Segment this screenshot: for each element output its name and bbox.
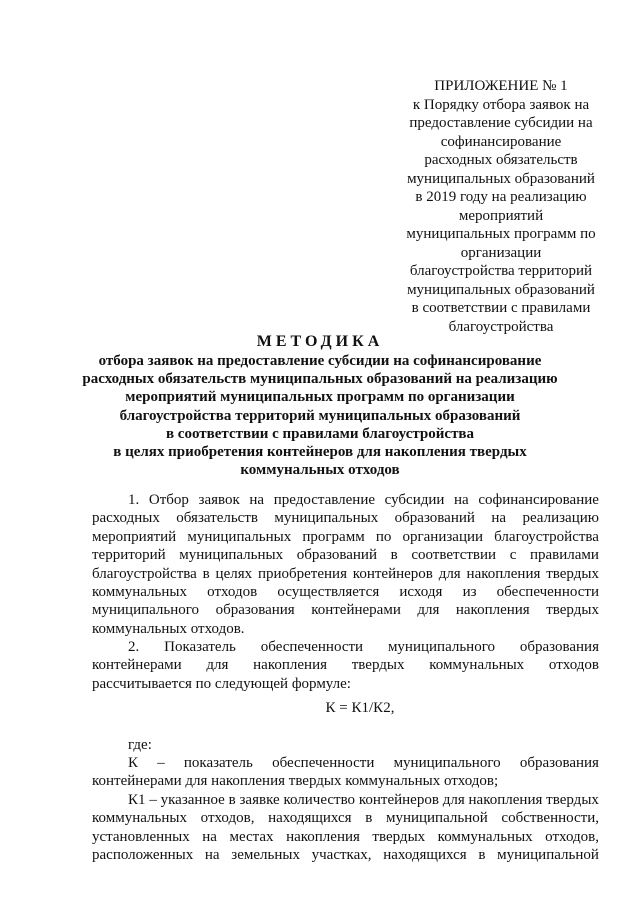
word: – — [157, 755, 165, 771]
word: для — [438, 565, 461, 582]
paragraph-1 — [92, 491, 599, 638]
document-title: МЕТОДИКА — [256, 333, 384, 350]
word: находящихся — [383, 847, 467, 864]
word: отходов — [207, 583, 258, 600]
annex-line: в 2019 году на реализацию — [415, 189, 587, 205]
word: субсидии — [384, 492, 445, 508]
word: накопления — [286, 828, 360, 845]
word: отходов, — [200, 810, 255, 827]
word: программ — [302, 528, 365, 545]
annex-line: к Порядку отбора заявок на — [412, 96, 590, 113]
paragraph-line — [92, 528, 599, 546]
word: заявке — [239, 792, 280, 808]
where-label-block — [92, 736, 599, 754]
word: территорий — [92, 547, 166, 564]
word: накопления — [455, 602, 530, 619]
word: муниципального — [387, 639, 495, 655]
word: твердых — [546, 565, 599, 582]
word: муниципального — [92, 602, 200, 619]
annex-line: организации — [460, 244, 542, 261]
word: образования — [215, 602, 295, 619]
word: организации — [402, 528, 484, 545]
word: на — [204, 847, 220, 864]
word: мероприятий — [92, 528, 177, 545]
word: для — [442, 792, 465, 808]
word: в — [202, 565, 210, 582]
word: накопления — [468, 792, 543, 808]
word: 2. — [128, 639, 140, 655]
word: предоставление — [273, 492, 376, 508]
word: на — [202, 828, 217, 845]
word: Отбор — [148, 492, 189, 508]
annex-header — [388, 77, 614, 336]
paragraph-line — [92, 638, 599, 656]
word: твердых — [351, 657, 405, 674]
word: контейнеров — [358, 792, 439, 808]
word: коммунальных — [92, 583, 187, 600]
word: находящихся — [268, 810, 352, 827]
word: указанное — [160, 792, 225, 808]
word: накопления — [253, 657, 327, 674]
word: обеспеченности — [272, 755, 375, 771]
word: контейнерами — [311, 602, 401, 619]
word: правилами — [529, 547, 599, 564]
subtitle-line: в целях приобретения контейнеров для накопления твердых — [113, 444, 527, 461]
word: по — [375, 528, 392, 545]
word: твердых — [546, 602, 599, 619]
subtitle-line: коммунальных отходов — [240, 462, 400, 479]
word: на — [249, 492, 265, 508]
definition-k — [92, 754, 599, 791]
annex-line: муниципальных образований — [407, 281, 595, 298]
annex-line: софинансирование — [440, 133, 562, 150]
word: 1. — [128, 492, 140, 508]
paragraph-2 — [92, 638, 599, 693]
annex-line: в соответствии с правилами — [411, 300, 591, 316]
paragraph-line — [92, 656, 599, 674]
word: обеспеченности — [260, 639, 364, 655]
definition-line — [92, 754, 599, 772]
word: на — [491, 510, 507, 527]
word: муниципальной — [385, 810, 488, 827]
word: коммунальных — [437, 828, 533, 845]
paragraph-line — [92, 546, 599, 564]
definition-line — [92, 791, 599, 809]
word: соответствии — [411, 547, 497, 564]
paragraph-line — [92, 565, 599, 583]
word: заявок — [198, 492, 240, 508]
word: К — [128, 755, 139, 771]
word: расположенных — [92, 847, 194, 864]
word: отходов, — [545, 828, 599, 845]
word: установленных — [92, 828, 190, 845]
word: благоустройства — [494, 528, 599, 545]
formula: К = К1/К2, — [325, 700, 395, 716]
word: исходя — [399, 583, 443, 600]
annex-line: расходных обязательств — [424, 152, 578, 168]
annex-line: муниципальных программ по — [406, 226, 596, 242]
subtitle-line: отбора заявок на предоставление субсидии на софинансирование — [98, 353, 542, 369]
document-subtitle — [30, 352, 610, 479]
word: обеспеченности — [496, 583, 599, 600]
word: количество — [283, 792, 356, 808]
word: участках, — [311, 847, 372, 864]
word: Показатель — [164, 639, 236, 655]
word: образований — [394, 510, 475, 527]
word: – — [149, 792, 157, 808]
annex-line: благоустройства территорий — [409, 263, 593, 279]
definition-line — [92, 809, 599, 827]
word: муниципальной — [497, 847, 599, 864]
word: показатель — [183, 755, 253, 771]
word: осуществляется — [277, 583, 380, 600]
annex-line: мероприятий — [458, 207, 544, 224]
word: коммунальных — [92, 810, 187, 827]
word: из — [462, 583, 477, 600]
word: муниципальных — [179, 547, 284, 564]
definition-line — [92, 828, 599, 846]
word: приобретения — [257, 565, 347, 582]
word: К1 — [128, 792, 146, 808]
word: муниципальных — [274, 510, 379, 527]
definition-k1 — [92, 791, 599, 865]
word: местах — [229, 828, 274, 845]
where-label: где: — [128, 737, 152, 753]
word: образований — [296, 547, 377, 564]
word: реализацию — [522, 510, 599, 527]
paragraph-line: рассчитывается по следующей формуле: — [92, 675, 351, 692]
word: твердых — [546, 792, 599, 808]
paragraph-line — [92, 491, 599, 509]
annex-line: благоустройства — [448, 318, 554, 335]
word: благоустройства — [92, 565, 197, 582]
paragraph-line — [92, 583, 599, 601]
word: для — [417, 602, 440, 619]
subtitle-line: в соответствии с правилами благоустройства — [165, 425, 475, 442]
annex-line: муниципальных образований — [407, 170, 595, 187]
word: муниципального — [393, 755, 501, 771]
annex-line: предоставление субсидии на — [409, 115, 593, 131]
word: в — [228, 792, 236, 808]
word: земельных — [231, 847, 300, 864]
paragraph-line — [92, 509, 599, 527]
word: коммунальных — [429, 657, 525, 674]
definition-line: контейнерами для накопления твердых коммунальных отходов; — [92, 773, 499, 790]
word: накопления — [466, 565, 541, 582]
annex-line: ПРИЛОЖЕНИЕ № 1 — [434, 78, 568, 94]
paragraph-line — [92, 601, 599, 619]
word: твердых — [372, 828, 426, 845]
subtitle-line: мероприятий муниципальных программ по организации — [125, 389, 515, 406]
word: образования — [519, 755, 599, 771]
word: в — [478, 847, 486, 864]
word: контейнеров — [352, 565, 433, 582]
word: образования — [519, 639, 599, 655]
word: в — [390, 547, 398, 564]
definition-line — [92, 846, 599, 864]
word: на — [454, 492, 469, 508]
word: с — [509, 547, 517, 564]
paragraph-line: коммунальных отходов. — [92, 620, 245, 637]
word: отходов — [548, 657, 599, 674]
word: расходных — [92, 510, 160, 527]
subtitle-line: благоустройства территорий муниципальных образований — [119, 407, 521, 424]
subtitle-line: расходных обязательств муниципальных образований на реализацию — [82, 371, 558, 388]
word: контейнерами — [92, 657, 182, 674]
word: муниципальных — [187, 528, 292, 545]
word: софинансирование — [478, 492, 599, 508]
word: собственности, — [501, 810, 599, 827]
word: в — [365, 810, 373, 827]
word: для — [206, 657, 229, 674]
word: обязательств — [176, 510, 258, 527]
word: целях — [215, 565, 253, 582]
